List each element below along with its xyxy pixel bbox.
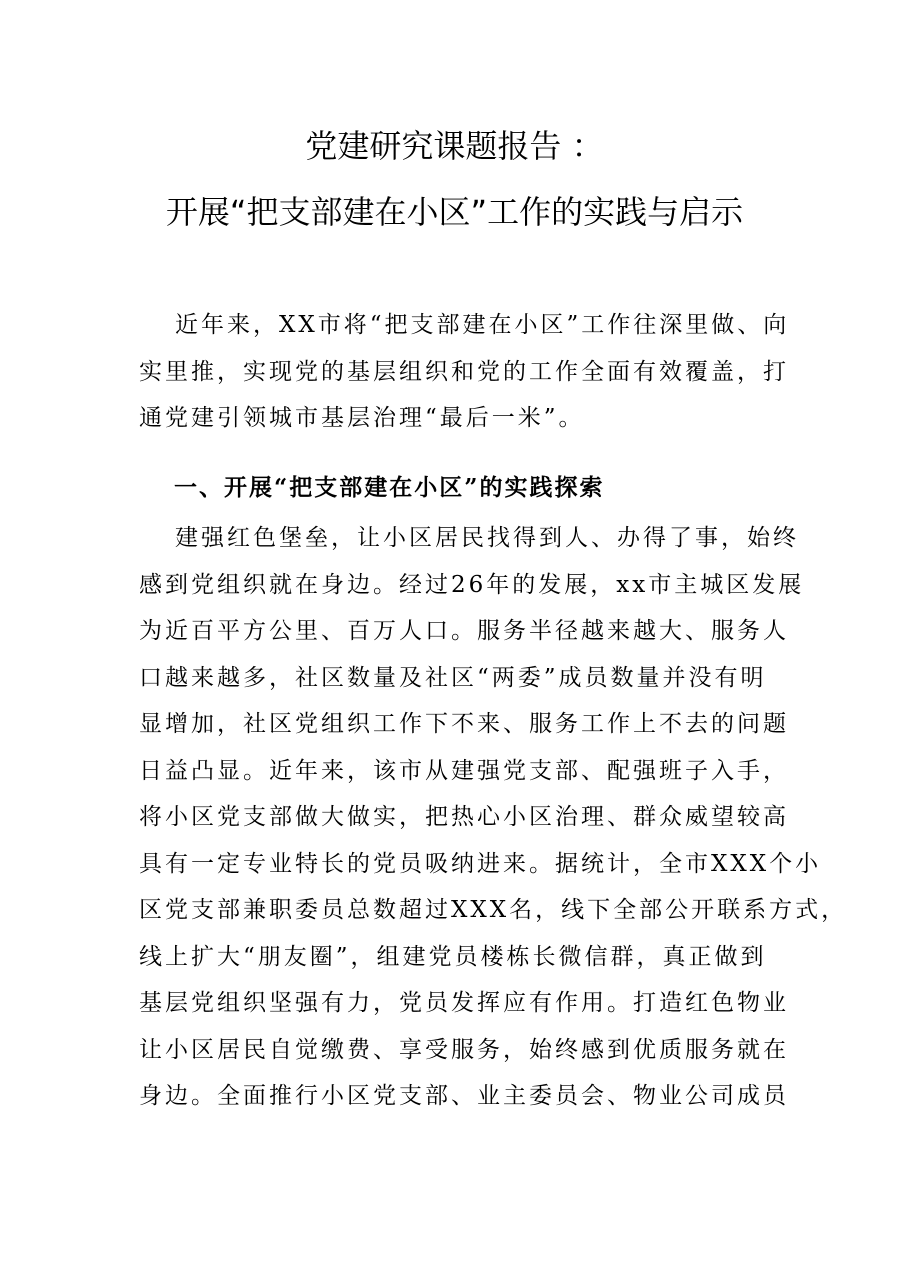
paragraph-line: 为近百平方公里、百万人口。服务半径越来越大、服务人 (139, 618, 789, 644)
paragraph-line: 感到党组织就在身边。经过26年的发展，xx市主城区发展 (139, 571, 805, 598)
paragraph-line: 口越来越多，社区数量及社区“两委”成员数量并没有明 (139, 664, 767, 691)
paragraph-line: 将小区党支部做大做实，把热心小区治理、群众威望较高 (139, 804, 789, 830)
paragraph-line: 实里推，实现党的基层组织和党的工作全面有效覆盖，打 (139, 358, 789, 385)
paragraph-line: 让小区居民自觉缴费、享受服务，始终感到优质服务就在 (139, 1036, 789, 1063)
document-title-line-2: 开展“把支部建在小区”工作的实践与启示 (165, 193, 744, 231)
section1-paragraph (139, 525, 848, 1132)
paragraph-line: 通党建引领城市基层治理“最后一米”。 (139, 405, 585, 431)
paragraph-line: 建强红色堡垒，让小区居民找得到人、办得了事，始终 (175, 525, 799, 551)
paragraph-line: 显增加，社区党组织工作下不来、服务工作上不去的问题 (139, 711, 789, 737)
section-heading: 一、开展“把支部建在小区”的实践探索 (174, 474, 605, 501)
paragraph-line: 身边。全面推行小区党支部、业主委员会、物业公司成员 (139, 1083, 789, 1109)
paragraph-line: 线上扩大“朋友圈”，组建党员楼栋长微信群，真正做到 (139, 943, 767, 970)
document-title-line-1: 党建研究课题报告 ： (305, 127, 604, 165)
paragraph-line: 近年来，XX市将“把支部建在小区”工作往深里做、向 (175, 312, 790, 338)
paragraph-line: 区党支部兼职委员总数超过XXX名，线下全部公开联系方式， (139, 897, 848, 923)
intro-paragraph (139, 314, 799, 454)
paragraph-line: 基层党组织坚强有力，党员发挥应有作用。打造红色物业 (139, 990, 789, 1016)
paragraph-line: 日益凸显。近年来，该市从建强党支部、配强班子入手， (139, 757, 789, 784)
paragraph-line: 具有一定专业特长的党员吸纳进来。据统计，全市XXX个小 (139, 850, 822, 877)
